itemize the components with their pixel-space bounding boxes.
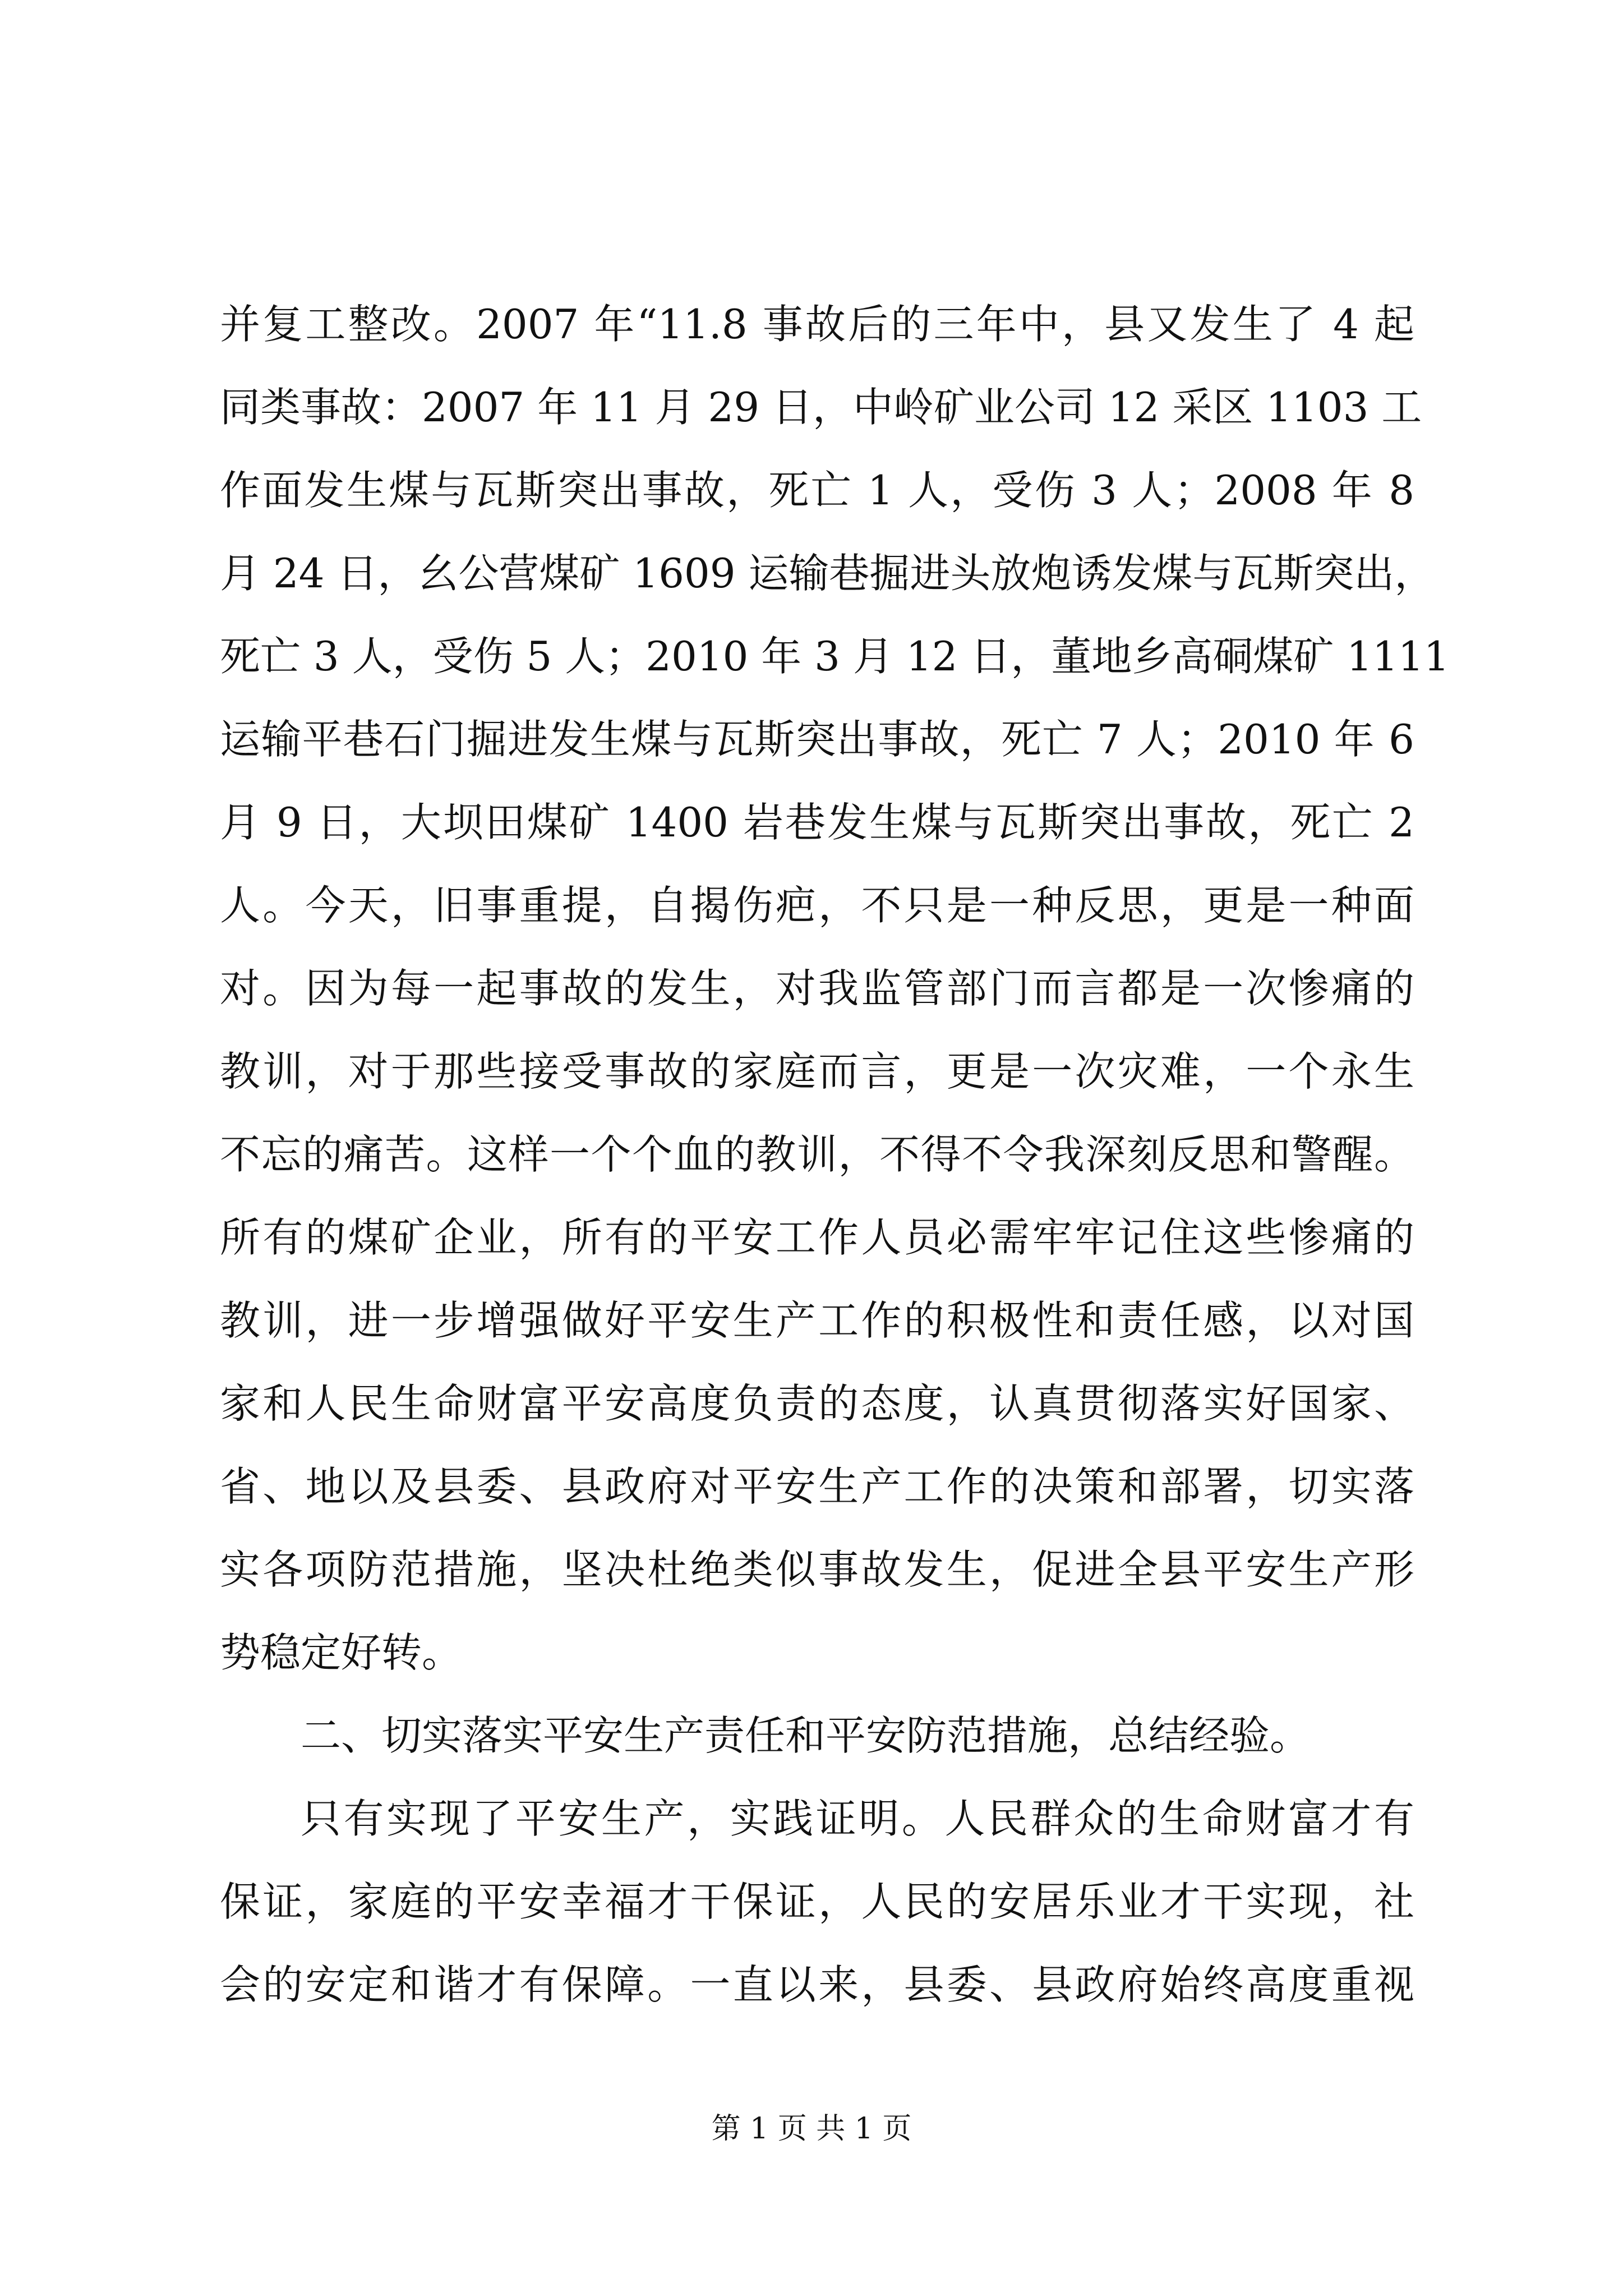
document-body — [220, 299, 1450, 2042]
paragraph-line: 运输平巷石门掘进发生煤与瓦斯突出事故，死亡 7 人；2010 年 6 — [220, 716, 1414, 763]
paragraph-line: 势稳定好转。 — [220, 1629, 463, 1676]
paragraph-line: 教训，对于那些接受事故的家庭而言，更是一次灾难，一个永生 — [220, 1048, 1414, 1095]
section-heading: 二、切实落实平安生产责任和平安防范措施，总结经验。 — [301, 1712, 1311, 1759]
paragraph-line: 家和人民生命财富平安高度负责的态度，认真贯彻落实好国家、 — [220, 1380, 1414, 1427]
paragraph-line: 并复工整改。2007 年“11.8 事故后的三年中，县又发生了 4 起 — [220, 301, 1414, 348]
paragraph-line: 实各项防范措施，坚决杜绝类似事故发生，促进全县平安生产形 — [220, 1546, 1414, 1593]
paragraph-line: 月 24 日，幺公营煤矿 1609 运输巷掘进头放炮诱发煤与瓦斯突出， — [220, 550, 1435, 597]
paragraph-line: 会的安定和谐才有保障。一直以来，县委、县政府始终高度重视 — [220, 1961, 1414, 2008]
paragraph-line: 对。因为每一起事故的发生，对我监管部门而言都是一次惨痛的 — [220, 965, 1414, 1012]
paragraph-line: 省、地以及县委、县政府对平安生产工作的决策和部署，切实落 — [220, 1463, 1414, 1510]
paragraph-line: 人。今天，旧事重提，自揭伤疤，不只是一种反思，更是一种面 — [220, 882, 1414, 929]
paragraph-line: 保证，家庭的平安幸福才干保证，人民的安居乐业才干实现，社 — [220, 1878, 1414, 1925]
paragraph-line: 所有的煤矿企业，所有的平安工作人员必需牢牢记住这些惨痛的 — [220, 1214, 1414, 1261]
paragraph-line: 作面发生煤与瓦斯突出事故，死亡 1 人，受伤 3 人；2008 年 8 — [220, 467, 1414, 514]
paragraph-line: 只有实现了平安生产，实践证明。人民群众的生命财富才有 — [301, 1795, 1414, 1842]
paragraph-line: 月 9 日，大坝田煤矿 1400 岩巷发生煤与瓦斯突出事故，死亡 2 — [220, 799, 1414, 846]
paragraph-line: 教训，进一步增强做好平安生产工作的积极性和责任感，以对国 — [220, 1297, 1414, 1344]
paragraph-line: 死亡 3 人，受伤 5 人；2010 年 3 月 12 日，董地乡高硐煤矿 1111 — [220, 633, 1450, 680]
paragraph-line: 同类事故：2007 年 11 月 29 日，中岭矿业公司 12 采区 1103 工 — [220, 384, 1422, 431]
paragraph-line: 不忘的痛苦。这样一个个血的教训，不得不令我深刻反思和警醒。 — [220, 1131, 1414, 1178]
page-footer: 第 1 页 共 1 页 — [711, 2112, 912, 2146]
